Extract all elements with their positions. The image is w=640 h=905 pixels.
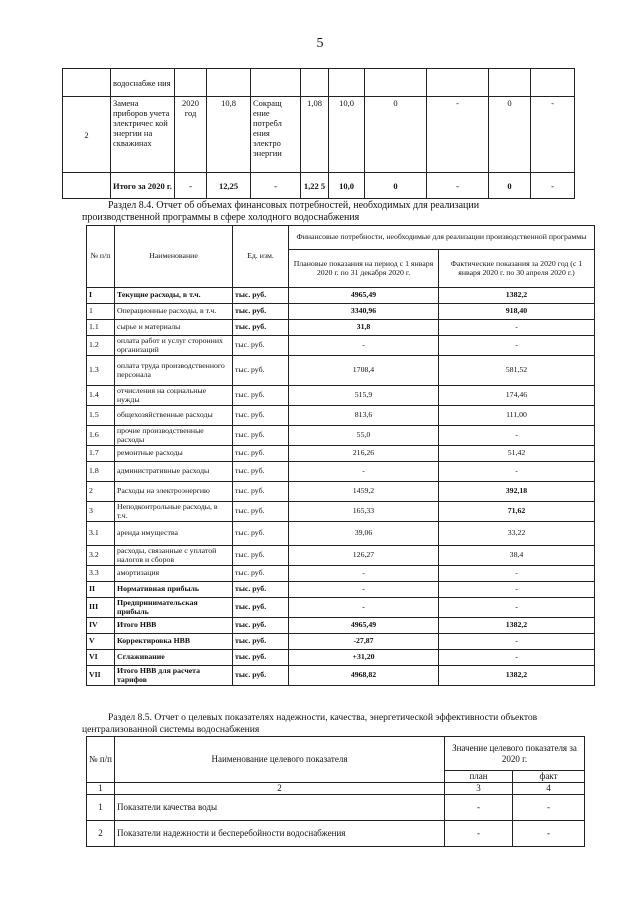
cell-fact: 392,18 (439, 482, 595, 502)
cell-unit: тыс. руб. (233, 304, 289, 320)
cell-unit: тыс. руб. (233, 426, 289, 446)
cell-name: амортизация (115, 566, 233, 582)
table-row (87, 502, 595, 522)
cell-name: Корректировка НВВ (115, 634, 233, 650)
table-row (87, 406, 595, 426)
table-row (87, 426, 595, 446)
cell-name: ремонтные расходы (115, 446, 233, 462)
cell-fact: - (513, 795, 585, 821)
table-row (87, 821, 585, 847)
cell-plan: 4965,49 (289, 618, 439, 634)
cell-year: - (175, 173, 207, 199)
cell-unit: тыс. руб. (233, 546, 289, 566)
cell-unit: тыс. руб. (233, 618, 289, 634)
cell-num: II (87, 582, 115, 598)
cell-year: 2020 год (175, 97, 207, 173)
header-plan: план (445, 771, 513, 783)
cell-fact: - (439, 320, 595, 336)
cell-plan: +31,20 (289, 650, 439, 666)
cell-name: прочие производственные расходы (115, 426, 233, 446)
cell-num: 3.2 (87, 546, 115, 566)
cell-fact: - (439, 582, 595, 598)
cell-plan: 515,9 (289, 386, 439, 406)
cell-num: 3.1 (87, 522, 115, 546)
cell-num: VI (87, 650, 115, 666)
cell-unit: тыс. руб. (233, 582, 289, 598)
cell-fact: - (439, 426, 595, 446)
cell-unit: тыс. руб. (233, 336, 289, 356)
cell-plan: - (445, 821, 513, 847)
table-row (87, 386, 595, 406)
cell-num: 1.6 (87, 426, 115, 446)
table-row (87, 666, 595, 686)
cell-unit: тыс. руб. (233, 666, 289, 686)
table-row (63, 97, 575, 173)
cell-value: - (427, 173, 489, 199)
cell-effect: - (251, 173, 301, 199)
table-row (87, 634, 595, 650)
section-85-title (82, 712, 588, 736)
cell-fact: 1382,2 (439, 618, 595, 634)
target-indicators-table (86, 736, 585, 847)
index-cell: 1 (87, 783, 115, 795)
cell-name: Итого НВВ (115, 618, 233, 634)
cell-fact: - (513, 821, 585, 847)
cell-name: Итого за 2020 г. (111, 173, 175, 199)
cell-num (63, 69, 111, 97)
cell-plan: - (289, 336, 439, 356)
table-row (63, 69, 575, 97)
cell-num: 1.5 (87, 406, 115, 426)
cell-name: Замена приборов учета электричес кой энергии на скважинах (111, 97, 175, 173)
table-row (87, 304, 595, 320)
table-row (87, 288, 595, 304)
cell-num: IV (87, 618, 115, 634)
table-row (87, 546, 595, 566)
table-row (87, 582, 595, 598)
financial-needs-table (86, 225, 595, 686)
cell-value: - (427, 97, 489, 173)
header-row (87, 226, 595, 250)
cell-value: 0 (365, 173, 427, 199)
cell-plan: 31,8 (289, 320, 439, 336)
table-row (87, 336, 595, 356)
cell-unit: тыс. руб. (233, 598, 289, 618)
cell-name: Неподконтрольные расходы, в т.ч. (115, 502, 233, 522)
cell-fact: - (439, 566, 595, 582)
cell-fact: 918,40 (439, 304, 595, 320)
cell-value: 12,25 (207, 173, 251, 199)
cell-fact: - (439, 634, 595, 650)
cell-num: 1.7 (87, 446, 115, 462)
cell-unit: тыс. руб. (233, 386, 289, 406)
cell-num: I (87, 288, 115, 304)
page-number: 5 (316, 36, 324, 51)
header-num: № п/п (87, 226, 115, 288)
cell-fact: 581,52 (439, 356, 595, 386)
cell-num: 1 (87, 304, 115, 320)
cell-plan: - (289, 462, 439, 482)
cell-name: общехозяйственные расходы (115, 406, 233, 426)
cell-fact: - (439, 598, 595, 618)
cell-unit: тыс. руб. (233, 522, 289, 546)
index-cell: 4 (513, 783, 585, 795)
cell-unit: тыс. руб. (233, 446, 289, 462)
cell-plan: 1708,4 (289, 356, 439, 386)
cell-num: 1.1 (87, 320, 115, 336)
table-row (87, 356, 595, 386)
cell-value: 0 (489, 97, 531, 173)
cell-name: Показатели надежности и бесперебойности водоснабжения (115, 821, 445, 847)
table-row (87, 462, 595, 482)
cell-fact: 33,22 (439, 522, 595, 546)
header-fact: факт (513, 771, 585, 783)
cell-unit: тыс. руб. (233, 406, 289, 426)
cell-unit: тыс. руб. (233, 320, 289, 336)
cell-num: 1.8 (87, 462, 115, 482)
table-row (87, 482, 595, 502)
cell-name: Текущие расходы, в т.ч. (115, 288, 233, 304)
cell-plan: 216,26 (289, 446, 439, 462)
header-value: Значение целевого показателя за 2020 г. (445, 737, 585, 771)
table-row (87, 650, 595, 666)
cell-plan: 55,0 (289, 426, 439, 446)
cell-name: Расходы на электроэнергию (115, 482, 233, 502)
index-row (87, 783, 585, 795)
cell-name: Предпринимательская прибыль (115, 598, 233, 618)
section-85-title-line2: централизованной системы водоснабжения (82, 724, 260, 735)
cell-name: Сглаживание (115, 650, 233, 666)
cell-num: VII (87, 666, 115, 686)
cell-plan: -27,87 (289, 634, 439, 650)
cell-plan: - (289, 566, 439, 582)
section-84-title-line2: производственной программы в сфере холодного водоснабжения (82, 212, 360, 223)
cell-plan: 813,6 (289, 406, 439, 426)
cell-name: административные расходы (115, 462, 233, 482)
cell-value: 10,0 (329, 97, 365, 173)
cell-fact: 38,4 (439, 546, 595, 566)
cell-fact: - (439, 462, 595, 482)
table-row-total (63, 173, 575, 199)
table-row (87, 522, 595, 546)
cell-name: Показатели качества воды (115, 795, 445, 821)
cell-unit: тыс. руб. (233, 288, 289, 304)
header-row (87, 737, 585, 771)
cell-plan: 3340,96 (289, 304, 439, 320)
cell-value: 1,08 (301, 97, 329, 173)
section-85-title-line1: Раздел 8.5. Отчет о целевых показателях надежности, качества, энергетической эффективности объектов (108, 712, 538, 723)
index-cell: 2 (115, 783, 445, 795)
cell-fact: 71,62 (439, 502, 595, 522)
cell-fact: 1382,2 (439, 666, 595, 686)
cell-value: 10,8 (207, 97, 251, 173)
cell-effect: Сокращ ение потребл ения электро энергии (251, 97, 301, 173)
cell-fact: 111,00 (439, 406, 595, 426)
cell-plan: 4968,82 (289, 666, 439, 686)
cell-name: отчисления на социальные нужды (115, 386, 233, 406)
cell-num (63, 173, 111, 199)
cell-plan: - (289, 598, 439, 618)
cell-name: Итого НВВ для расчета тарифов (115, 666, 233, 686)
cell-name: Нормативная прибыль (115, 582, 233, 598)
header-name: Наименование целевого показателя (115, 737, 445, 783)
cell-name: водоснабже ния (111, 69, 175, 97)
table-row (87, 446, 595, 462)
header-unit: Ед. изм. (233, 226, 289, 288)
cell-value: - (531, 173, 575, 199)
cell-num: 2 (63, 97, 111, 173)
cell-fact: - (439, 336, 595, 356)
cell-num: 2 (87, 482, 115, 502)
cell-fact: 174,46 (439, 386, 595, 406)
cell-num: 1 (87, 795, 115, 821)
section-84-title (82, 200, 578, 224)
cell-plan: 1459,2 (289, 482, 439, 502)
table-row (87, 618, 595, 634)
cell-value: 10,0 (329, 173, 365, 199)
cell-value: 0 (365, 97, 427, 173)
cell-fact: 51,42 (439, 446, 595, 462)
cell-unit: тыс. руб. (233, 482, 289, 502)
measures-table (62, 68, 575, 199)
cell-num: 3.3 (87, 566, 115, 582)
cell-num: 2 (87, 821, 115, 847)
cell-name: аренда имущества (115, 522, 233, 546)
cell-value: 1,22 5 (301, 173, 329, 199)
cell-fact: - (439, 650, 595, 666)
cell-unit: тыс. руб. (233, 502, 289, 522)
table-row (87, 566, 595, 582)
header-num: № п/п (87, 737, 115, 783)
cell-plan: 4965,49 (289, 288, 439, 304)
index-cell: 3 (445, 783, 513, 795)
cell-num: 1.4 (87, 386, 115, 406)
cell-plan: - (445, 795, 513, 821)
cell-unit: тыс. руб. (233, 462, 289, 482)
header-name: Наименование (115, 226, 233, 288)
cell-num: 1.2 (87, 336, 115, 356)
cell-plan: 165,33 (289, 502, 439, 522)
cell-plan: 126,27 (289, 546, 439, 566)
cell-unit: тыс. руб. (233, 356, 289, 386)
cell-value: 0 (489, 173, 531, 199)
cell-num: III (87, 598, 115, 618)
cell-num: 1.3 (87, 356, 115, 386)
cell-name: Операционные расходы, в т.ч. (115, 304, 233, 320)
cell-unit: тыс. руб. (233, 566, 289, 582)
cell-unit: тыс. руб. (233, 634, 289, 650)
section-84-title-line1: Раздел 8.4. Отчет об объемах финансовых потребностей, необходимых для реализации (108, 200, 480, 211)
cell-plan: 39,06 (289, 522, 439, 546)
cell-name: оплата труда производственного персонала (115, 356, 233, 386)
table-row (87, 598, 595, 618)
cell-num: 3 (87, 502, 115, 522)
header-fact: Фактические показания за 2020 год (с 1 января 2020 г. по 30 апреля 2020 г.) (439, 250, 595, 288)
table-row (87, 320, 595, 336)
cell-fact: 1382,2 (439, 288, 595, 304)
cell-unit: тыс. руб. (233, 650, 289, 666)
cell-num: V (87, 634, 115, 650)
header-plan: Плановые показания на период с 1 января 2020 г. по 31 декабря 2020 г. (289, 250, 439, 288)
cell-name: сырье и материалы (115, 320, 233, 336)
cell-plan: - (289, 582, 439, 598)
header-group: Финансовые потребности, необходимые для реализации производственной программы (289, 226, 595, 250)
cell-name: оплата работ и услуг сторонних организаций (115, 336, 233, 356)
table-row (87, 795, 585, 821)
cell-name: расходы, связанные с уплатой налогов и сборов (115, 546, 233, 566)
cell-value: - (531, 97, 575, 173)
